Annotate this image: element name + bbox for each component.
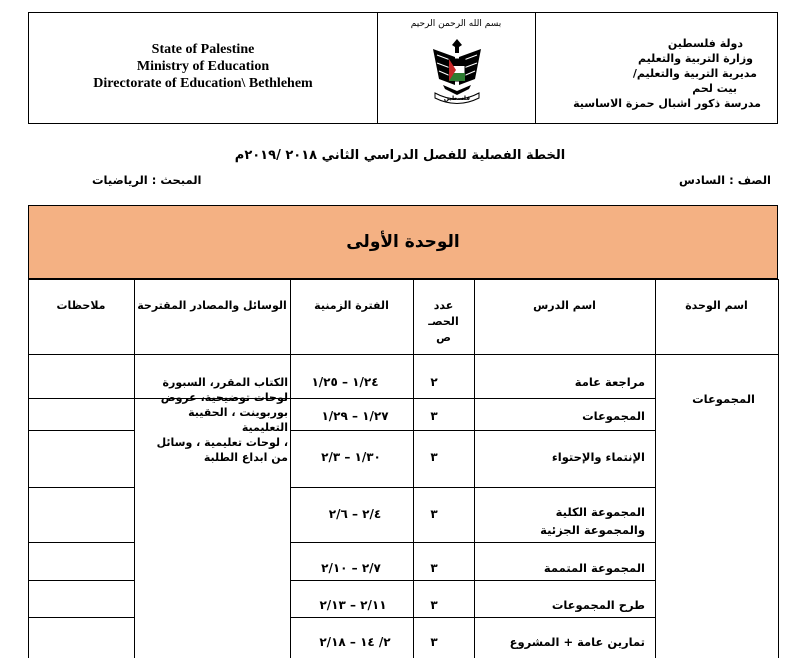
period-count: ٣ [430, 507, 438, 521]
english-letterhead [29, 13, 378, 123]
unit-name: المجموعات [692, 392, 755, 406]
ministry-name-en: Ministry of Education [136, 59, 270, 74]
col-header-resources: الوسائل والمصادر المقترحة [137, 299, 287, 312]
ministry-name-ar: وزارة التربية والتعليم [638, 52, 753, 65]
period-count: ٢ [430, 375, 438, 389]
col-header-unit: اسم الوحدة [685, 299, 748, 312]
timeframe: ٢/ ١٤ – ٢/١٨ [319, 635, 391, 649]
lesson-name: الإنتماء والإحتواء [551, 450, 645, 464]
table-border [290, 487, 655, 488]
timeframe: ٢/١١ – ٢/١٣ [319, 598, 387, 612]
period-count: ٣ [430, 450, 438, 464]
table-border [474, 279, 475, 658]
country-name-en: State of Palestine [151, 42, 255, 57]
lesson-name: المجموعات [582, 409, 645, 423]
directorate-name-ar: مديرية التربية والتعليم/ [632, 67, 757, 80]
lesson-name: مراجعة عامة [574, 375, 645, 389]
table-border [290, 617, 655, 618]
timeframe: ٢/٧ – ٢/١٠ [321, 561, 381, 575]
arabic-letterhead [536, 13, 777, 123]
lesson-name: تمارين عامة + المشروع [509, 635, 645, 649]
table-border [28, 580, 134, 581]
directorate-name-en: Directorate of Education\ Bethlehem [93, 76, 313, 91]
col-header-periods: عدد الحصـ ص [428, 299, 459, 344]
table-border [290, 430, 655, 431]
plan-title: الخطة الفصلية للفصل الدراسي الثاني ٢٠١٨ /٢٠١٩م [234, 148, 566, 163]
emblem-cell [377, 13, 536, 123]
table-border [28, 279, 29, 658]
table-border [655, 279, 656, 658]
period-count: ٣ [430, 561, 438, 575]
school-name-ar: مدرسة ذكور اشبال حمزة الاساسية [573, 97, 761, 110]
letterhead [28, 12, 778, 124]
period-count: ٣ [430, 635, 438, 649]
col-header-notes: ملاحظات [56, 299, 106, 312]
lesson-name: طرح المجموعات [551, 598, 645, 612]
grade-label: الصف : السادس [679, 173, 771, 187]
table-border [290, 580, 655, 581]
emblem-text: فلسطين [443, 95, 471, 102]
table-border [134, 279, 135, 658]
period-count: ٣ [430, 409, 438, 423]
table-border [28, 487, 134, 488]
table-border [28, 430, 134, 431]
timeframe: ١/٣٠ – ٢/٣ [321, 450, 381, 464]
timeframe: ١/٢٧ – ١/٢٩ [321, 409, 389, 423]
table-border [290, 279, 291, 658]
lesson-name: المجموعة الكلية والمجموعة الجزئية [540, 505, 645, 537]
col-header-timeframe: الفترة الزمنية [314, 299, 389, 312]
timeframe: ١/٢٤ – ١/٢٥ [311, 375, 379, 389]
table-border [28, 617, 134, 618]
basmala: بسم الله الرحمن الرحيم [410, 19, 502, 29]
col-header-lesson: اسم الدرس [533, 299, 596, 312]
timeframe: ٢/٤ – ٢/٦ [328, 507, 382, 521]
table-border [28, 354, 778, 355]
city-name-ar: بيت لحم [692, 82, 737, 95]
table-border [28, 398, 655, 399]
resources-cell: الكتاب المقرر، السبورة لوحات توضيحية، عروض بوربوينت ، الحقيبة التعليمية ، لوحات تعليمية ، وسائل من ابداع الطلبة [156, 376, 288, 464]
table-border [778, 279, 779, 658]
subject-label: المبحث : الرياضيات [92, 173, 202, 187]
country-name-ar: دولة فلسطين [667, 37, 743, 50]
palestine-eagle-emblem-icon [429, 35, 485, 107]
period-count: ٣ [430, 598, 438, 612]
table-border [28, 279, 778, 280]
table-border [28, 542, 134, 543]
unit-banner: الوحدة الأولى [28, 205, 778, 279]
table-border [290, 542, 655, 543]
lesson-name: المجموعة المتممة [543, 561, 645, 575]
